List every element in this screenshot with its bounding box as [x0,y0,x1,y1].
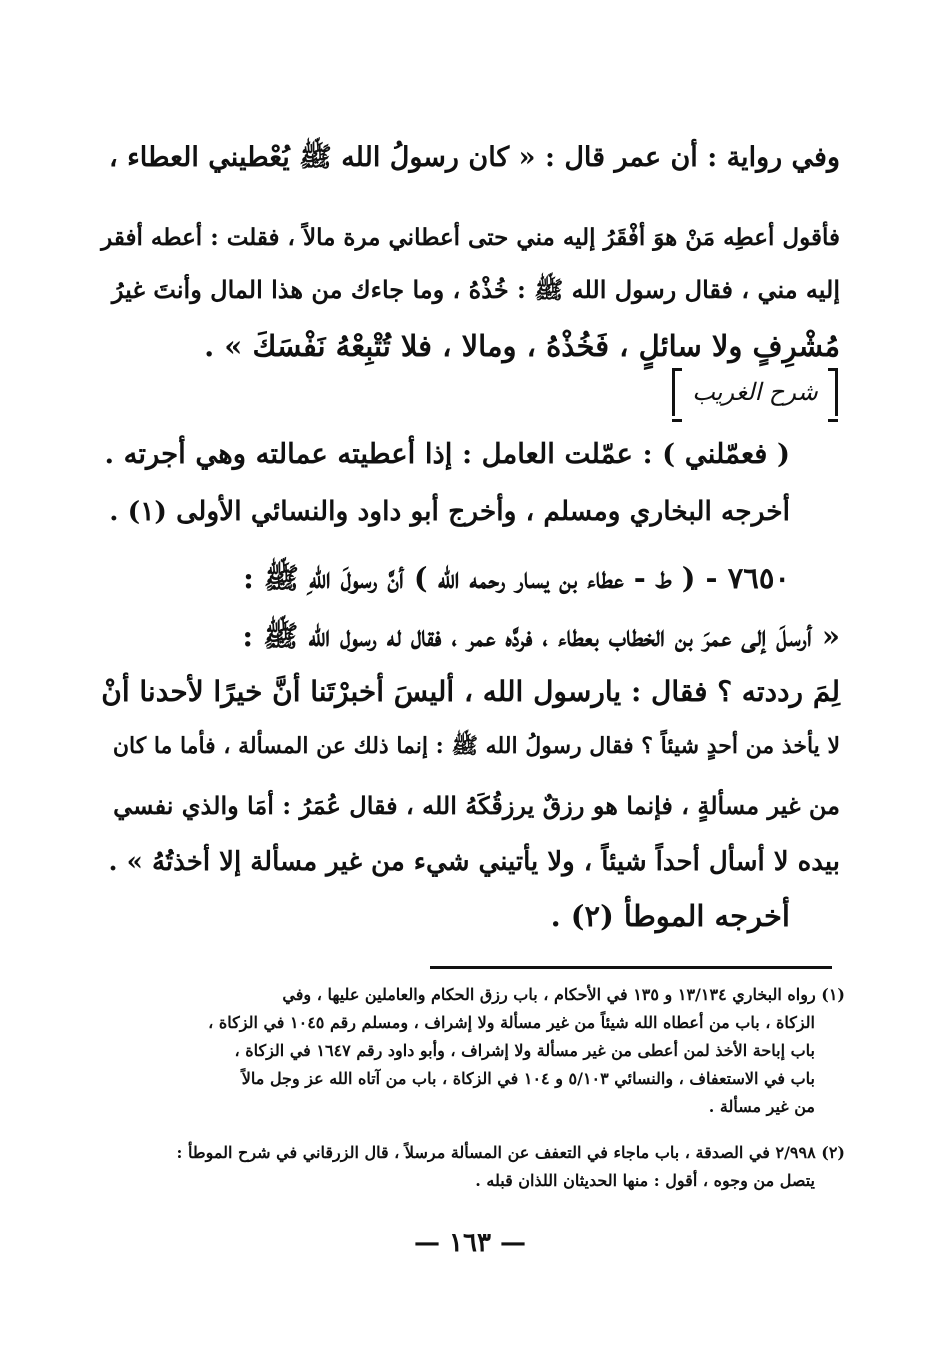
section-heading: شرح الغريب [672,368,838,416]
text-line: لا يأخذ من أحدٍ شيئاً ؟ فقال رسولُ الله ﷺ : إنما ذلك عن المسألة ، فأما ما كان [112,733,840,759]
text-line: وفي رواية : أن عمر قال : « كان رسولُ الله ﷺ يُعْطيني العطاء ، [108,142,840,173]
text-line: بيده لا أسأل أحداً شيئاً ، ولا يأتيني شيء من غير مسألة إلا أخذتُهُ » . [108,847,840,877]
text-line: لِمَ رددته ؟ فقال : يارسول الله ، أليسَ أخبرْتَنا أنَّ خيرًا لأحدنا أنْ [101,675,840,708]
takhrij-line: أخرجه البخاري ومسلم ، وأخرج أبو داود والنسائي الأولى (١) . [109,496,790,527]
footnote-1-line: الزكاة ، باب من أعطاه الله شيئاً من غير مسألة ولا إشراف ، ومسلم رقم ١٠٤٥ في الزكاة ، [208,1013,815,1032]
text-line: فأقول أعطِه مَنْ هوَ أفْقَرُ إليه مني حتى أعطاني مرة مالاً ، فقلت : أعطه أفقر [101,224,840,251]
footnote-1-line: من غير مسألة . [708,1097,815,1116]
text-line: « أرسلَ إلى عمرَ بن الخطاب بعطاء ، فردَّه عمر ، فقال له رسول الله ﷺ : [242,619,840,653]
text-line: إليه مني ، فقال رسول الله ﷺ : خُذْهُ ، وما جاءك من هذا المال وأنتَ غيرُ [111,275,840,304]
hadith-number-line: ٧٦٥٠ - ( ط - عطاء بن يسار رحمه الله ) أنَّ رسولَ اللهِ ﷺ : [243,561,790,595]
footnote-2-line: يتصل من وجوه ، أقول : منها الحديثان اللذان قبله . [475,1171,815,1190]
gloss-line: ( فعمّلني ) : عمّلت العامل : إذا أعطيته عمالته وهي أجرته . [104,438,790,470]
footnote-1-line: باب إباحة الأخذ لمن أعطى من غير مسألة ولا إشراف ، وأبو داود رقم ١٦٤٧ في الزكاة ، [234,1041,815,1060]
footnote-1-line: (١) رواه البخاري ١٣/١٣٤ و ١٣٥ في الأحكام ، باب رزق الحكام والعاملين عليها ، وفي [282,985,845,1004]
takhrij-line: أخرجه الموطأ (٢) . [550,899,790,933]
footnote-divider [430,966,832,969]
footnote-2-line: (٢) ٢/٩٩٨ في الصدقة ، باب ماجاء في التعفف عن المسألة مرسلاً ، قال الزرقاني في شرح الموطأ : [176,1143,845,1162]
text-line: مُشْرِفٍ ولا سائلٍ ، فَخُذْهُ ، ومالا ، فلا تُتْبِعْهُ نَفْسَكَ » . [204,329,840,363]
page-number: — ١٦٣ — [413,1228,527,1258]
footnote-1-line: باب في الاستعفاف ، والنسائي ٥/١٠٣ و ١٠٤ في الزكاة ، باب من آتاه الله عز وجل مالاً [241,1069,815,1088]
text-line: من غير مسألةٍ ، فإنما هو رزقٌ يرزقُكَهُ الله ، فقال عُمَرُ : أمَا والذي نفسي [113,791,840,820]
